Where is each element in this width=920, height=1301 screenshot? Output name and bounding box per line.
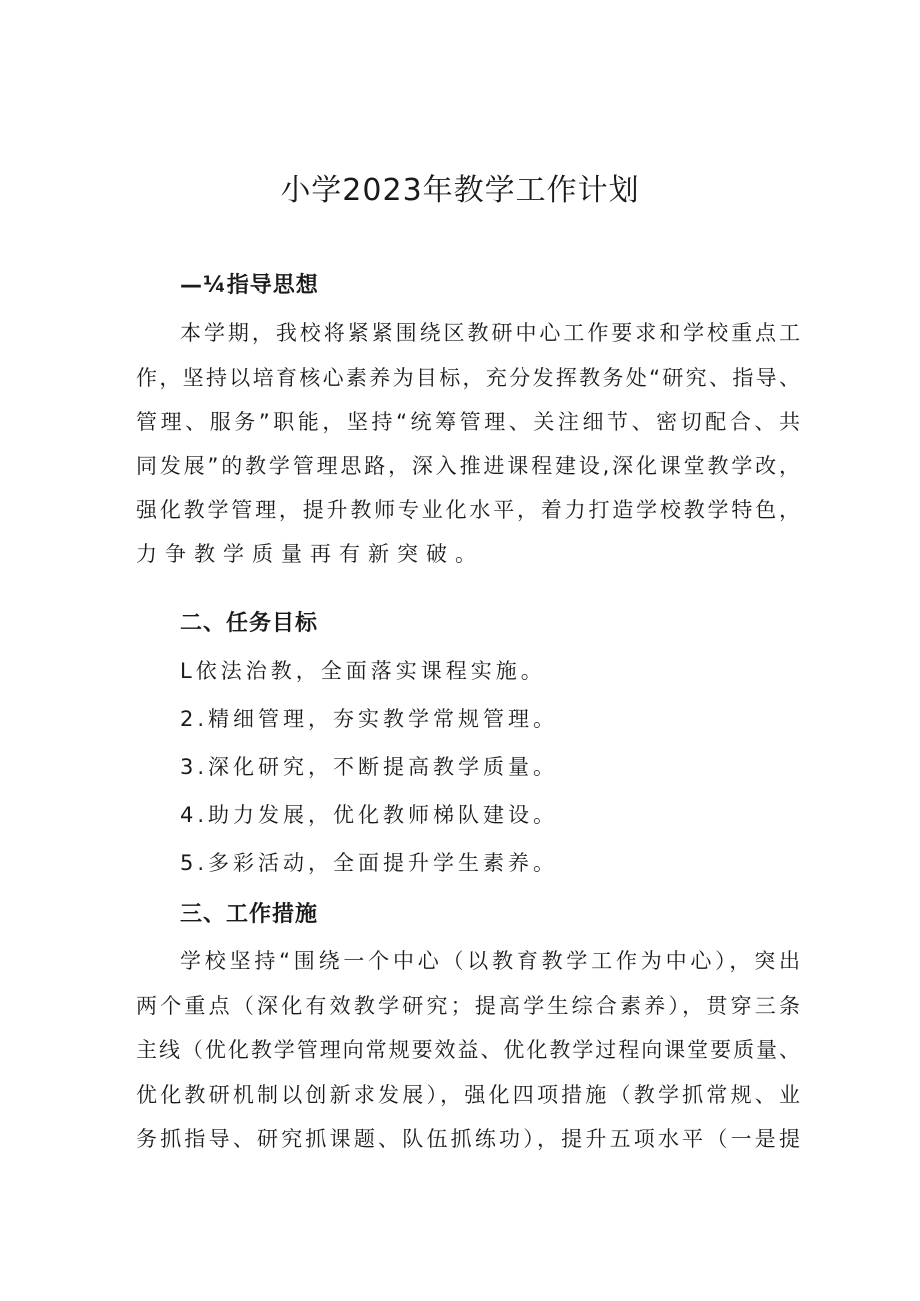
paragraph-line: 作，坚持以培育核心素养为目标，充分发挥教务处“研究、指导、 — [136, 366, 800, 390]
paragraph-line: 主线（优化教学管理向常规要效益、优化教学过程向课堂要质量、 — [136, 1038, 800, 1062]
section-heading-task-goals: 二、任务目标 — [180, 611, 319, 636]
paragraph-line: 同发展”的教学管理思路，深入推进课程建设,深化课堂教学改， — [136, 454, 800, 478]
paragraph-line: 力争教学质量再有新突破。 — [136, 542, 484, 566]
paragraph-line: 本学期，我校将紧紧围绕区教研中心工作要求和学校重点工 — [180, 321, 800, 345]
paragraph-line: 务抓指导、研究抓课题、队伍抓练功），提升五项水平（一是提 — [136, 1127, 800, 1151]
paragraph-line: 强化教学管理，提升教师专业化水平，着力打造学校教学特色， — [136, 498, 800, 522]
goal-item: L依法治教，全面落实课程实施。 — [180, 659, 546, 683]
goal-item: 2.精细管理，夯实教学常规管理。 — [180, 707, 559, 731]
goal-item: 3.深化研究，不断提高教学质量。 — [180, 755, 559, 779]
paragraph-line: 优化教研机制以创新求发展），强化四项措施（教学抓常规、业 — [136, 1083, 800, 1107]
section-heading-work-measures: 三、工作措施 — [180, 902, 319, 927]
section-heading-guiding-ideology: —¼指导思想 — [180, 273, 319, 298]
paragraph-line: 两个重点（深化有效教学研究；提高学生综合素养），贯穿三条 — [136, 994, 800, 1018]
goal-item: 4.助力发展，优化教师梯队建设。 — [180, 803, 559, 827]
paragraph-line: 学校坚持“围绕一个中心（以教育教学工作为中心），突出 — [180, 949, 800, 973]
document-title: 小学2023年教学工作计划 — [280, 173, 640, 208]
goal-item: 5.多彩活动，全面提升学生素养。 — [180, 851, 559, 875]
paragraph-line: 管理、服务”职能，坚持“统筹管理、关注细节、密切配合、共 — [136, 410, 800, 434]
